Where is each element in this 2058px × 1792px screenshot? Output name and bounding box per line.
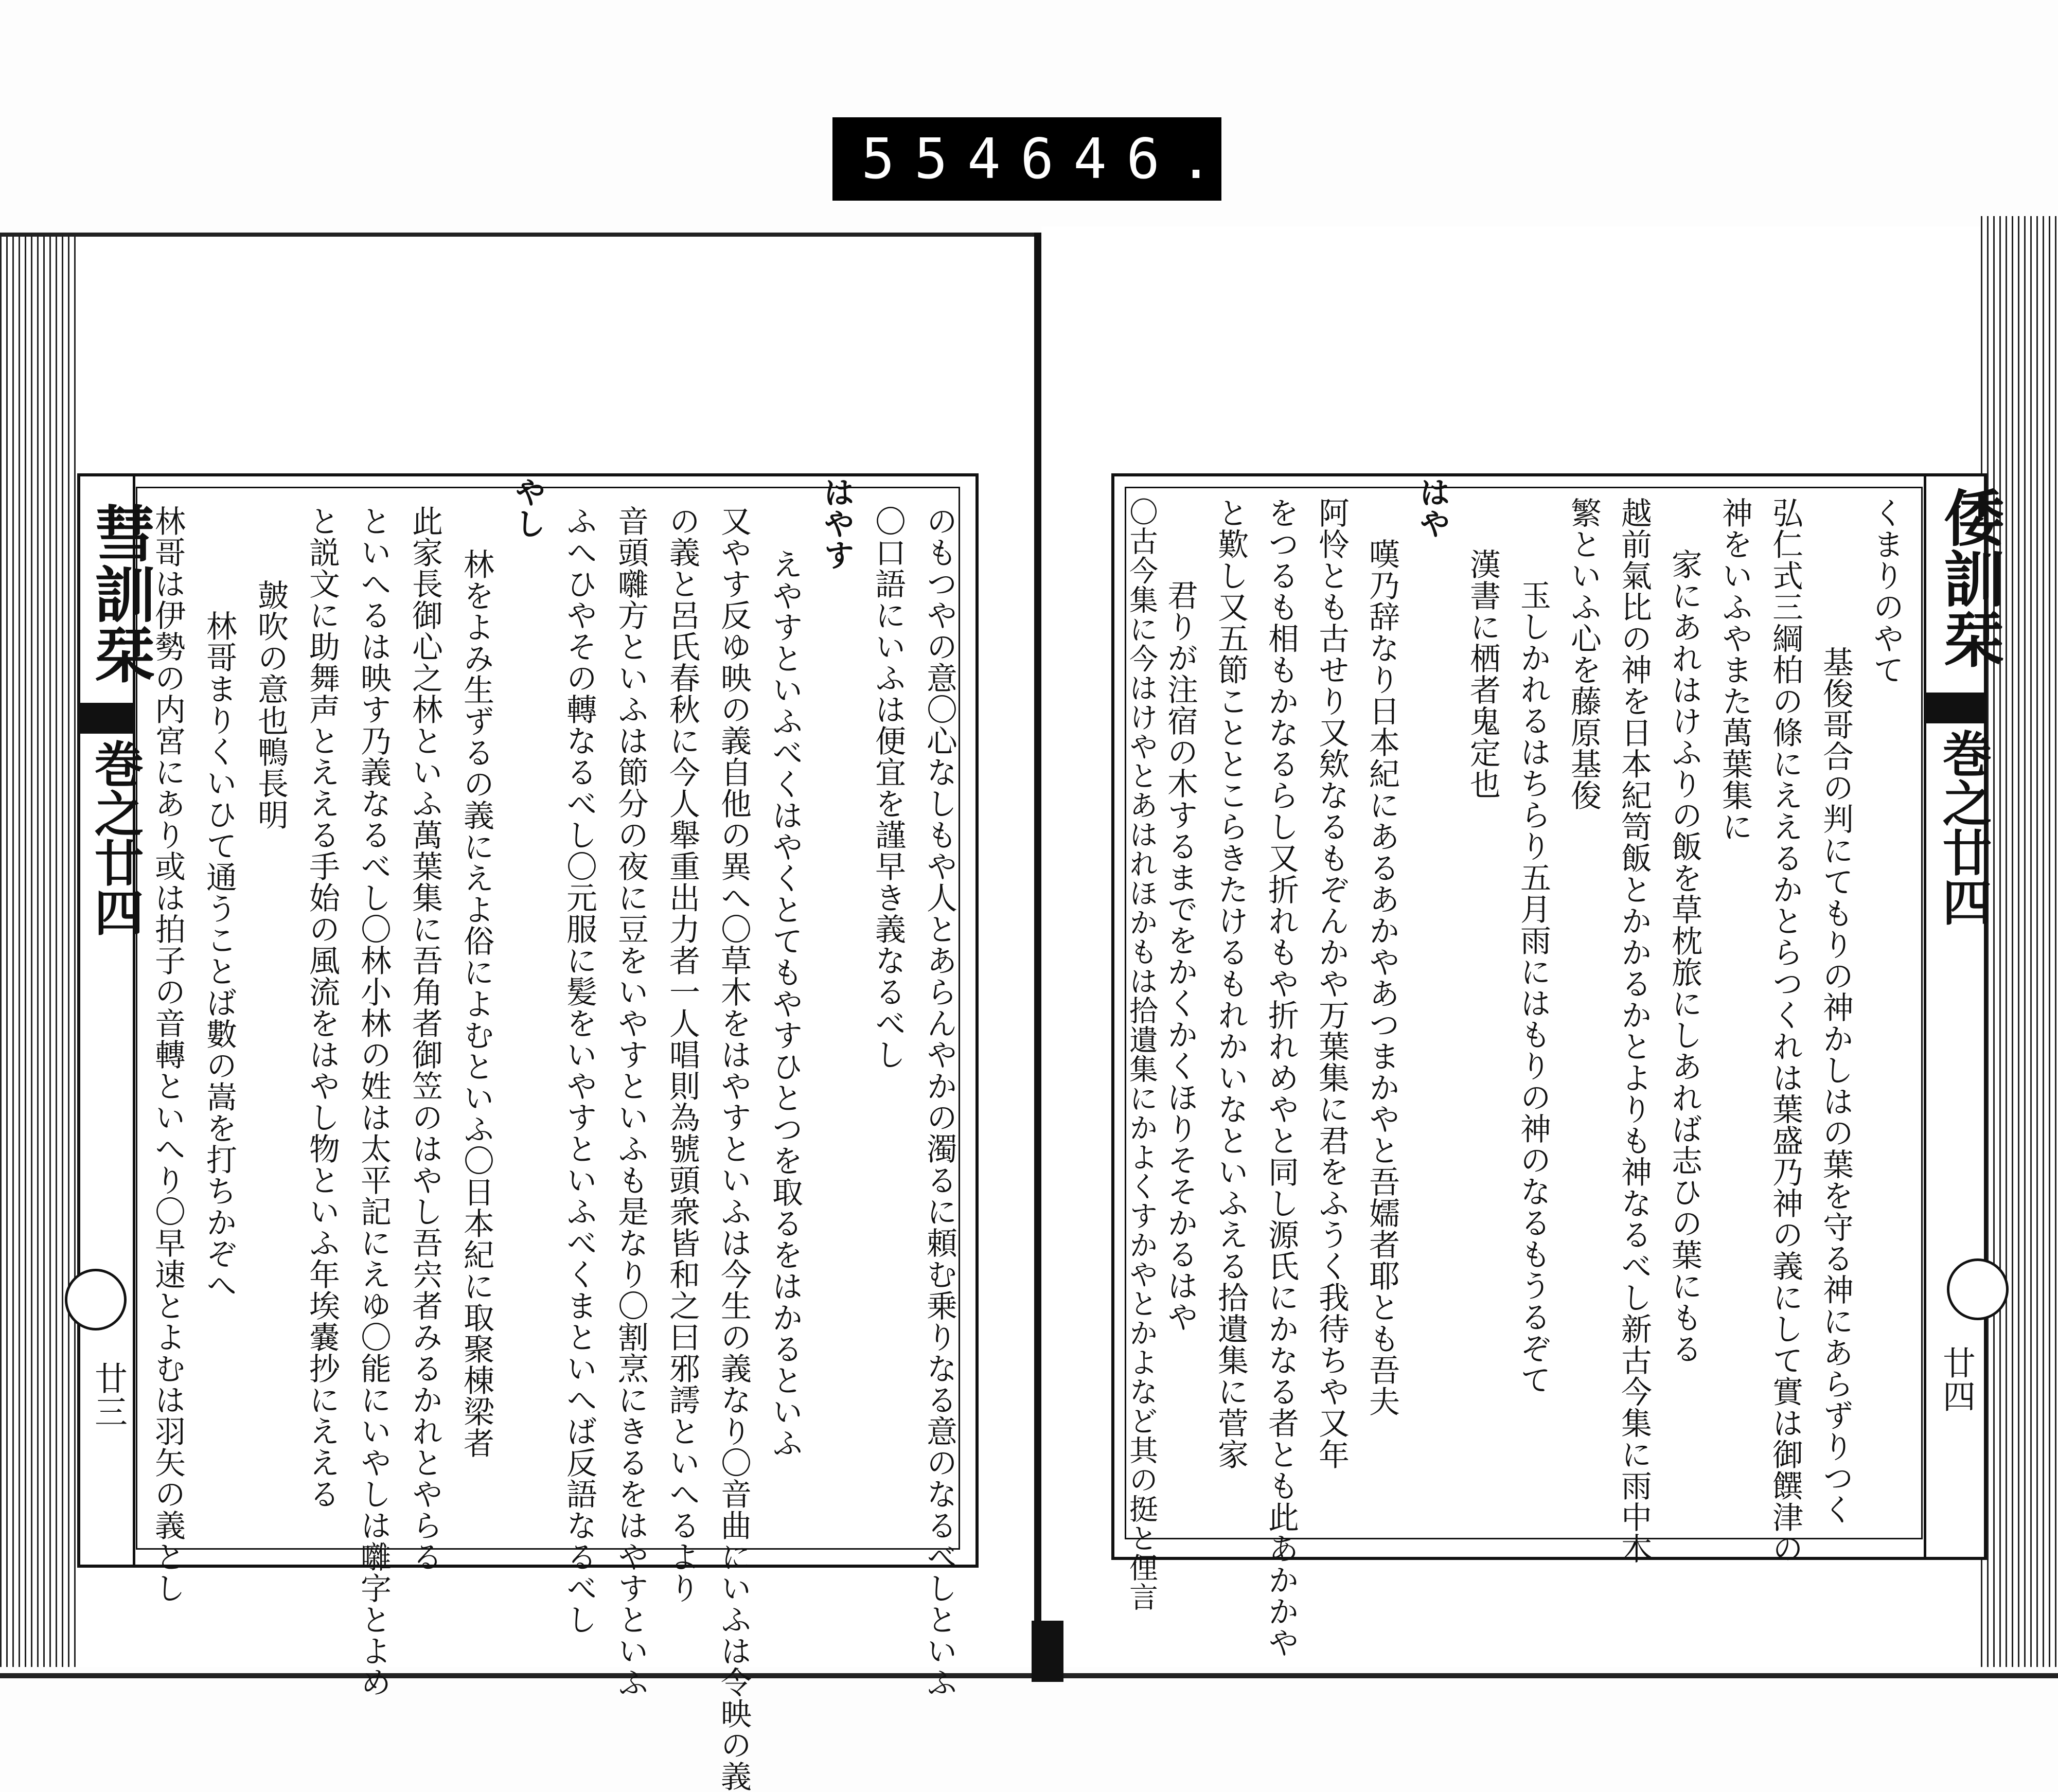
left-page-frame xyxy=(77,473,979,1792)
right-text-column-7: 繁といふ心を藤原基俊 xyxy=(1566,497,1602,811)
archive-number-left: 554 xyxy=(861,127,1021,191)
left-page-stack-edge xyxy=(0,237,77,1667)
right-title-divider xyxy=(1926,693,1984,723)
right-heading-haya: はや xyxy=(1414,476,1450,539)
archive-number-label xyxy=(832,117,1233,201)
left-volume-label: 巻之廿四 xyxy=(86,739,145,936)
left-heading-hayasu: はやす xyxy=(819,476,855,571)
left-text-column-15: 〇口語にいふは便宜を謹早き義なるべし xyxy=(870,505,906,1070)
left-text-column-9: ふへひやその轉なるべし〇元服に髪をいやすといふべくまといへば反語なるべし xyxy=(561,505,597,1635)
right-text-column-16: 〇古今集に今はけやとあはれほかもは拾遺集にかよくすかやとかよなど其の挺と俚言 xyxy=(1125,497,1158,1611)
left-folio-number: 廿三 xyxy=(89,1361,127,1428)
right-text-column-3: 弘仁式三綱柏の條にええるかとらつくれは葉盛乃神の義にして實は御饌津の xyxy=(1767,497,1803,1564)
right-text-column-8: 玉しかれるはちらり五月雨にはもりの神のなるもうるぞて xyxy=(1515,579,1551,1395)
right-text-column-6: 越前氣比の神を日本紀笥飯とかかるかとよりも神なるべし新古今集に雨中木 xyxy=(1616,497,1652,1564)
right-text-column-12: 阿怜とも古せり又欸なるもぞんかや万葉集に君をふうく我待ちや又年 xyxy=(1314,497,1350,1470)
left-book-title: 彗訓栞 xyxy=(84,502,156,684)
left-text-column-11: の義と呂氏春秋に今人舉重出力者一人唱則為號頭衆皆和之曰邪謣といへるより xyxy=(664,505,700,1604)
right-page-frame xyxy=(1111,473,2005,1658)
right-text-column-15: 君りが注宿の木するまでをかくかくほりそそかるはや xyxy=(1162,579,1198,1333)
right-page-circle-mark xyxy=(1947,1258,2009,1320)
left-text-column-7: 林をよみ生ずるの義にえよ俗によむといふ〇日本紀に取聚棟梁者 xyxy=(458,548,494,1459)
left-text-column-1: 林哥は伊勢の内宮にあり或は拍子の音轉といへり〇早速とよむは羽矢の義とし xyxy=(150,505,186,1604)
left-text-column-4: と説文に助舞声とええる手始の風流をはやし物といふ年埃嚢抄にええる xyxy=(304,505,340,1510)
right-text-column-13: をつるも相もかなるらし又折れもや折れめやと同し源氏にかなる者とも此あかかや xyxy=(1263,497,1299,1658)
right-text-column-5: 家にあれはけふりの飯を草枕旅にしあれば志ひの葉にもる xyxy=(1666,548,1702,1364)
right-text-column-14: と歎し又五節こととこらきたけるもれかいなといふえる拾遺集に菅家 xyxy=(1213,497,1249,1470)
right-text-column-11: 嘆乃辞なり日本紀にあるあかやあつまかやと吾嬬者耶とも吾夫 xyxy=(1364,538,1400,1417)
left-text-column-16: のもつやの意〇心なしもや人とあらんやかの濁るに頼む乗りなる意のなるべしといふ xyxy=(921,505,957,1698)
left-text-column-10: 音頭囃方といふは節分の夜に豆をいやすといふも是なり〇割烹にきるをはやすといふ xyxy=(613,505,649,1698)
left-heading-yashi: やし xyxy=(510,476,546,539)
left-text-column-2: 林哥まりくいひて通うことば數の嵩を打ちかぞへ xyxy=(201,610,237,1301)
right-text-column-1: くまりのやて xyxy=(1868,497,1904,685)
left-title-strip xyxy=(80,476,156,1565)
right-text-column-2: 基俊哥合の判にてもりの神かしはの葉を守る神にあらずりつく xyxy=(1818,646,1854,1525)
book-bottom-edge xyxy=(0,1673,2058,1678)
left-text-column-3: 皷吹の意也鴨長明 xyxy=(253,579,289,830)
right-volume-label: 巻之廿四 xyxy=(1935,729,1993,926)
left-page-circle-mark xyxy=(65,1269,127,1330)
right-title-strip xyxy=(1924,476,2005,1557)
archive-number-right: 646. xyxy=(1020,127,1233,191)
right-page-stack-edge xyxy=(1981,216,2058,1667)
book-spine xyxy=(1034,233,1041,1653)
left-text-column-5: といへるは映す乃義なるべし〇林小林の姓は太平記にえゆ〇能にいやしは囃字とよめ xyxy=(356,505,392,1698)
left-text-column-13: えやすといふべくはやくとてもやすひとつを取るをはかるといふ xyxy=(767,548,803,1459)
right-folio-number: 廿四 xyxy=(1937,1346,1975,1413)
right-text-column-9: 漢書に栖者鬼定也 xyxy=(1465,548,1501,800)
left-text-column-6: 此家長御心之林といふ萬葉集に吾角者御笠のはやし吾宍者みるかれとやらる xyxy=(407,505,443,1572)
spine-foot xyxy=(1032,1621,1063,1682)
left-title-divider xyxy=(80,703,133,734)
left-text-column-12: 又やす反ゆ映の義自他の異へ〇草木をはやすといふは今生の義なり〇音曲にいふは令映の義 xyxy=(716,505,752,1792)
right-text-column-4: 神をいふやまた萬葉集に xyxy=(1717,497,1753,842)
right-book-title: 倭訓栞 xyxy=(1933,487,2005,669)
